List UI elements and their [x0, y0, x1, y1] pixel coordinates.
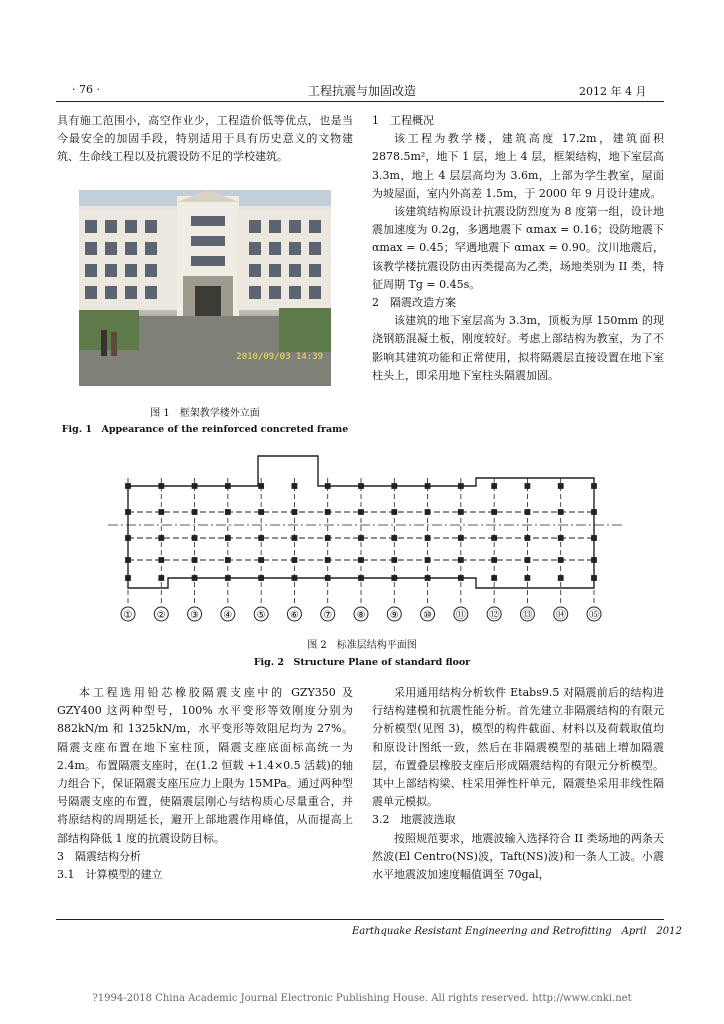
column-marker [558, 510, 563, 515]
page-number: · 76 · [72, 83, 100, 96]
column-marker [492, 484, 497, 489]
section2-paragraph: 该建筑的地下室层高为 3.3m，顶板为厚 150mm 的现浇钢筋混凝土板，刚度较好。考虑上部结构为教室，为了不影响其建筑功能和正常使用，拟将隔震层直接设置在地下室柱头上，即采用地下室柱头隔震加固。 [372, 314, 664, 382]
axis-label: ③ [190, 610, 200, 621]
column-marker [292, 536, 297, 541]
column-marker [159, 536, 164, 541]
column-marker [192, 576, 197, 581]
building-photo [79, 190, 331, 386]
column-marker [392, 576, 397, 581]
column-marker [225, 484, 230, 489]
structure-plan-drawing [108, 448, 624, 628]
column-marker [192, 558, 197, 563]
column-marker [359, 558, 364, 563]
section2-title: 2 隔震改造方案 [372, 296, 456, 310]
column-marker [325, 576, 330, 581]
section1-paragraph1: 该工程为教学楼，建筑高度 17.2m，建筑面积 2878.5m²，地下 1 层，地上 4 层，框架结构，地下室层高 3.3m，地上 4 层层高均为 3.6m，上部为学生教室，屋面为坡屋面，室内外高差 1.5m，于 2000 年 9 月设计建成。 [372, 132, 664, 200]
column-marker [259, 558, 264, 563]
section1-paragraph2: 该建筑结构原设计抗震设防烈度为 8 度第一组，设计地震加速度为 0.2g，多遇地震下 αmax = 0.16；设防地震下 αmax = 0.45；罕遇地震下 αmax = 0.90。汶川地震后，该教学楼抗震设防由丙类提高为乙类，场地类别为 II 类，特征周期 Tg = 0.45s。 [372, 205, 664, 291]
figure1-caption-cn: 图 1 框架教学楼外立面 [150, 408, 260, 419]
column-marker [325, 510, 330, 515]
axis-label: ⑮ [589, 610, 599, 621]
column-marker [159, 558, 164, 563]
column-marker [592, 576, 597, 581]
column-marker [126, 558, 131, 563]
axis-label: ⑬ [522, 610, 533, 621]
column-marker [425, 576, 430, 581]
column-marker [259, 576, 264, 581]
column-marker [525, 510, 530, 515]
column-marker [159, 576, 164, 581]
header-rule [56, 101, 664, 102]
column-marker [525, 558, 530, 563]
column-marker [359, 484, 364, 489]
column-marker [126, 576, 131, 581]
column-marker [325, 484, 330, 489]
copyright-line: ?1994-2018 China Academic Journal Electronic Publishing House. All rights reserved. http://www.cnki.net [92, 993, 632, 1004]
column-marker [592, 484, 597, 489]
left-column-top [57, 112, 353, 167]
column-marker [425, 558, 430, 563]
column-marker [458, 576, 463, 581]
left-column-bottom [57, 684, 353, 884]
column-marker [292, 576, 297, 581]
column-marker [558, 576, 563, 581]
section3-title: 3 隔震结构分析 [57, 849, 141, 863]
column-marker [159, 510, 164, 515]
column-marker [225, 510, 230, 515]
column-marker [192, 484, 197, 489]
footer-journal-en: Earthquake Resistant Engineering and Retrofitting April 2012 [352, 926, 682, 937]
column-marker [458, 484, 463, 489]
column-marker [292, 510, 297, 515]
column-marker [458, 510, 463, 515]
column-marker [592, 536, 597, 541]
column-marker [292, 558, 297, 563]
axis-label: ⑪ [455, 610, 466, 621]
column-marker [425, 484, 430, 489]
axis-label: ⑥ [289, 610, 299, 621]
column-marker [392, 510, 397, 515]
column-marker [558, 484, 563, 489]
column-marker [359, 510, 364, 515]
column-marker [558, 536, 563, 541]
column-marker [525, 536, 530, 541]
column-marker [126, 536, 131, 541]
column-marker [592, 558, 597, 563]
column-marker [425, 510, 430, 515]
column-marker [126, 484, 131, 489]
column-marker [359, 536, 364, 541]
column-marker [525, 484, 530, 489]
column-marker [592, 510, 597, 515]
axis-label: ⑭ [555, 610, 566, 621]
column-marker [192, 536, 197, 541]
axis-label: ⑦ [323, 610, 333, 621]
column-marker [525, 576, 530, 581]
column-marker [458, 536, 463, 541]
section31-title: 3.1 计算模型的建立 [57, 868, 163, 882]
photo-timestamp: 2010/09/03 14:39 [236, 352, 323, 362]
section1-title: 1 工程概况 [372, 114, 434, 127]
footer-rule [56, 919, 664, 920]
axis-label: ⑩ [423, 610, 433, 621]
column-marker [259, 510, 264, 515]
column-marker [492, 536, 497, 541]
column-marker [192, 510, 197, 515]
wave-paragraph: 按照规范要求，地震波输入选择符合 II 类场地的两条天然波(El Centro(NS)波，Taft(NS)波)和一条人工波。小震水平地震波加速度幅值调至 70gal， [372, 831, 664, 882]
column-marker [492, 558, 497, 563]
column-marker [325, 558, 330, 563]
issue-date: 2012 年 4 月 [579, 85, 647, 98]
column-marker [259, 536, 264, 541]
column-marker [392, 558, 397, 563]
figure2-caption-cn: 图 2 标准层结构平面图 [307, 640, 417, 651]
axis-label: ⑧ [356, 610, 366, 621]
figure1-caption-en: Fig. 1 Appearance of the reinforced concreted frame [61, 424, 349, 435]
column-marker [225, 576, 230, 581]
column-marker [126, 510, 131, 515]
column-marker [225, 536, 230, 541]
column-marker [225, 558, 230, 563]
axis-label: ② [156, 610, 166, 621]
column-marker [492, 576, 497, 581]
column-marker [558, 558, 563, 563]
axis-label: ⑨ [389, 610, 399, 621]
journal-title: 工程抗震与加固改造 [307, 84, 416, 98]
section32-title: 3.2 地震波选取 [372, 813, 456, 827]
model-paragraph: 采用通用结构分析软件 Etabs9.5 对隔震前后的结构进行结构建模和抗震性能分析。首先建立非隔震结构的有限元分析模型(见图 3)，模型的构件截面、材料以及荷载取值均和原设计图纸一致，然后在非隔震模型的基础上增加隔震层，布置叠层橡胶支座后形成隔震结构的有限元分析模型。其中上部结构梁、柱采用弹性杆单元，隔震垫采用非线性隔震单元模拟。 [372, 686, 664, 809]
bearing-paragraph: 本工程选用铅芯橡胶隔震支座中的 GZY350 及 GZY400 这两种型号，100% 水平变形等效刚度分别为 882kN/m 和 1325kN/m，水平变形等效阻尼均为 27%。隔震支座布置在地下室柱顶，隔震支座底面标高统一为 2.4m。布置隔震支座时，在(1.2 恒载 +1.4×0.5 活载)的轴力组合下，保证隔震支座压应力上限为 15MPa。通过两种型号隔震支座的布置，使隔震层刚心与结构质心尽量重合，并将原结构的周期延长，避开上部地震作用峰值，从而提高上部结构降低 1 度的抗震设防目标。 [57, 686, 353, 845]
column-marker [425, 536, 430, 541]
column-marker [159, 484, 164, 489]
axis-label: ④ [223, 610, 233, 621]
column-marker [458, 558, 463, 563]
column-marker [325, 536, 330, 541]
column-marker [392, 484, 397, 489]
figure2-caption-en: Fig. 2 Structure Plane of standard floor [253, 657, 471, 668]
intro-paragraph: 具有施工范围小，高空作业少，工程造价低等优点，也是当今最安全的加固手段，特别适用于具有历史意义的文物建筑、生命线工程以及抗震设防不足的学校建筑。 [57, 114, 353, 164]
column-marker [359, 576, 364, 581]
column-marker [259, 484, 264, 489]
axis-label: ① [123, 610, 133, 621]
axis-label: ⑫ [489, 610, 500, 621]
right-column-top [372, 112, 664, 385]
column-marker [392, 536, 397, 541]
column-marker [492, 510, 497, 515]
column-marker [292, 484, 297, 489]
axis-label: ⑤ [256, 610, 266, 621]
right-column-bottom [372, 684, 664, 884]
